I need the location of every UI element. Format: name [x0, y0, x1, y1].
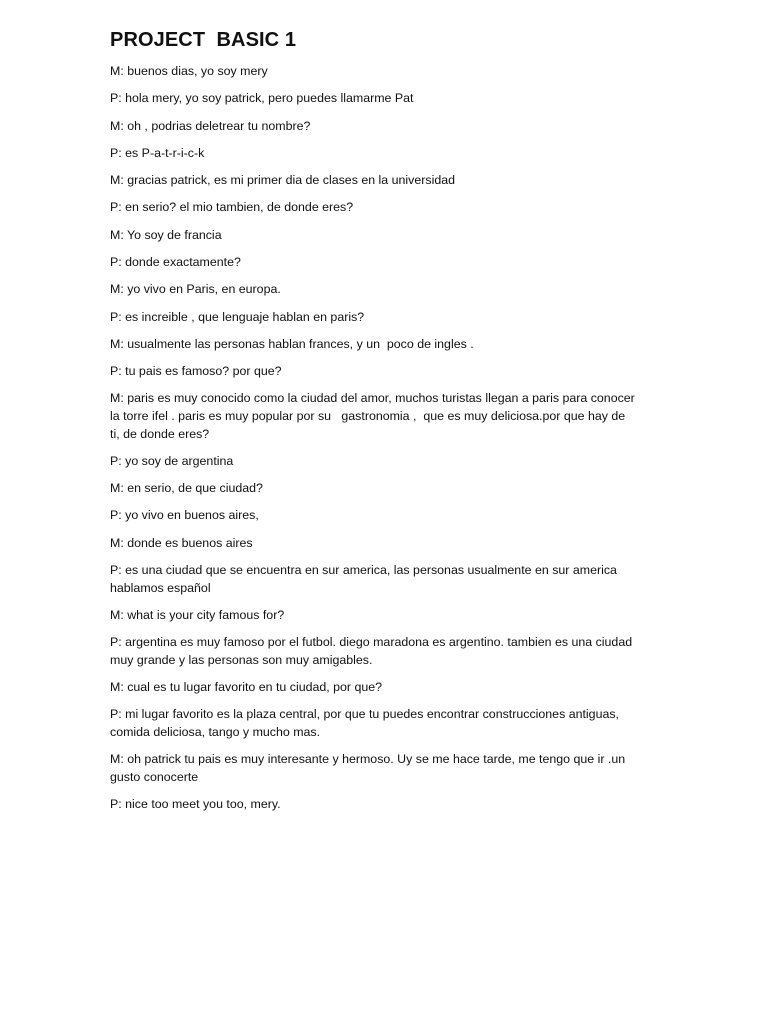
dialogue-line: P: yo vivo en buenos aires,	[110, 508, 259, 523]
dialogue-line: P: nice too meet you too, mery.	[110, 797, 281, 812]
dialogue-line: P: hola mery, yo soy patrick, pero puedes llamarme Pat	[110, 91, 414, 106]
dialogue-line: P: es increible , que lenguaje hablan en paris?	[110, 309, 365, 324]
dialogue-line: M: oh , podrias deletrear tu nombre?	[110, 118, 311, 133]
page-title: PROJECT BASIC 1	[110, 29, 297, 51]
dialogue-line: M: en serio, de que ciudad?	[110, 481, 263, 496]
dialogue-line: P: mi lugar favorito es la plaza central, por que tu puedes encontrar construcciones antiguas, comida deliciosa, tango y mucho mas.	[110, 707, 619, 739]
dialogue-line: P: en serio? el mio tambien, de donde eres?	[110, 200, 354, 215]
dialogue-line: P: es una ciudad que se encuentra en sur america, las personas usualmente en sur america hablamos español	[110, 562, 617, 595]
dialogue-line: M: gracias patrick, es mi primer dia de clases en la universidad	[110, 173, 456, 188]
dialogue-line: M: oh patrick tu pais es muy interesante y hermoso. Uy se me hace tarde, me tengo que ir .un gusto conocerte	[110, 752, 626, 784]
dialogue-line: M: what is your city famous for?	[110, 607, 285, 622]
dialogue-line: M: yo vivo en Paris, en europa.	[110, 282, 281, 297]
dialogue-line: M: Yo soy de francia	[110, 227, 222, 242]
dialogue-line: M: usualmente las personas hablan frances, y un poco de ingles .	[110, 336, 474, 351]
dialogue-line: M: donde es buenos aires	[110, 535, 253, 550]
dialogue-line: M: buenos dias, yo soy mery	[110, 64, 268, 78]
dialogue-line: P: es P-a-t-r-i-c-k	[110, 145, 205, 160]
dialogue-line: P: yo soy de argentina	[110, 453, 234, 468]
dialogue-line: P: donde exactamente?	[110, 254, 241, 269]
dialogue-line: M: cual es tu lugar favorito en tu ciudad, por que?	[110, 680, 383, 694]
document-body	[110, 27, 662, 823]
dialogue-line: P: tu pais es famoso? por que?	[110, 364, 282, 379]
dialogue-line: M: paris es muy conocido como la ciudad del amor, muchos turistas llegan a paris para conocer la torre ifel . paris es muy popular por su gastronomia , que es muy deliciosa.por que hay de ti, de donde eres?	[110, 391, 635, 441]
dialogue-line: P: argentina es muy famoso por el futbol. diego maradona es argentino. tambien es una ciudad muy grande y las personas son muy amigables.	[110, 635, 633, 667]
